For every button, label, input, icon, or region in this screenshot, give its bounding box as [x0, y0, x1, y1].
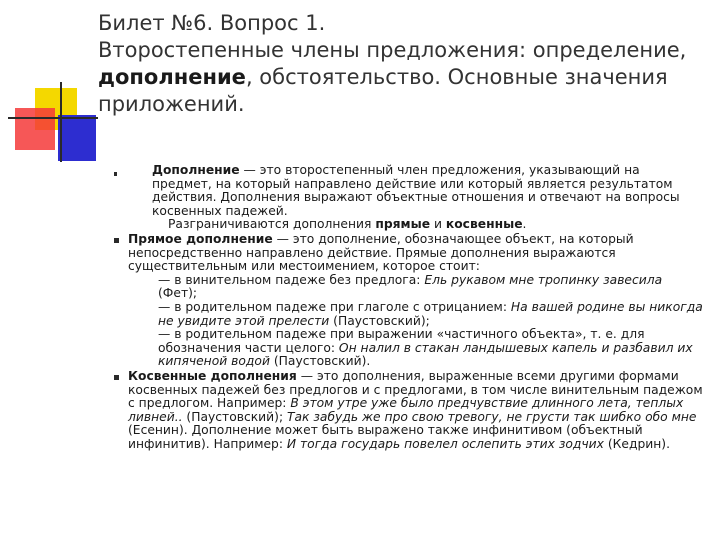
case-2	[128, 301, 703, 328]
title-line-3: , обстоятельство. Основные значения	[245, 65, 668, 89]
bullet-item-3	[128, 370, 703, 452]
case-2-pre: — в родительном падеже при глаголе с отрицанием:	[158, 299, 511, 314]
slide-title	[98, 10, 708, 118]
case-3	[128, 328, 703, 369]
bullet-1-distinction	[128, 218, 703, 232]
term-dopolnenie: Дополнение	[152, 163, 240, 177]
bullet-marker-3	[114, 375, 119, 380]
case-2-source: (Паустовский);	[329, 313, 430, 328]
term-pryamoe: Прямое дополнение	[128, 232, 273, 246]
bullet-3-text	[128, 370, 703, 452]
case-1-example: Ель рукавом мне тропинку завесила	[424, 272, 663, 287]
bullet-item-2	[128, 233, 703, 369]
dist-pre: Разграничиваются дополнения	[168, 217, 376, 232]
source-2: (Есенин). Дополнение может быть выражено также инфинитивом (объектный инфинитив). Например:	[128, 423, 643, 451]
dist-mid: и	[430, 217, 446, 232]
bullet-3-def: — это дополнения, выраженные всеми другими формами косвенных падежей без предлогов и с предлогами, в том числе винительным падежом с предлогом. Например:	[128, 369, 703, 411]
bullet-2-text	[128, 233, 703, 274]
case-1-source: (Фет);	[158, 286, 198, 301]
bullet-2-def: — это дополнение, обозначающее объект, на который непосредственно направлено действие. Прямые дополнения выражаются существительным или местоимением, которое стоит:	[128, 232, 634, 274]
title-line-4: приложений.	[98, 92, 245, 116]
horizontal-line	[8, 117, 98, 119]
term-kosvennye: Косвенные дополнения	[128, 369, 297, 383]
example-1: В этом утре уже было предчувствие длинного лета, теплых ливней..	[128, 396, 684, 424]
source-1: (Паустовский);	[182, 409, 287, 424]
case-3-pre: — в родительном падеже при выражении «частичного объекта», т. е. для обозначения части целого:	[158, 327, 645, 355]
slide-logo	[0, 0, 100, 170]
bullet-item-1	[128, 164, 703, 232]
title-line-2: Второстепенные члены предложения: определение,	[98, 38, 687, 62]
case-1-pre: — в винительном падеже без предлога:	[158, 272, 425, 287]
red-square	[15, 108, 55, 150]
case-1	[128, 274, 703, 301]
case-3-example: Он налил в стакан ландышевых капель и разбавил их кипяченой водой	[158, 340, 693, 369]
dist-end: .	[522, 217, 527, 232]
vertical-line	[60, 82, 62, 162]
blue-square	[58, 115, 96, 161]
title-line-1: Билет №6. Вопрос 1.	[98, 11, 326, 35]
case-2-example: На вашей родине вы никогда не увидите этой прелести	[158, 299, 703, 328]
case-3-source: (Паустовский).	[269, 354, 371, 369]
source-3: (Кедрин).	[603, 436, 671, 451]
bullet-1-def: — это второстепенный член предложения, указывающий на предмет, на который направлено действие или который является результатом действия. Дополнения выражают объектные отношения и отвечают на вопросы косвенных падежей.	[152, 163, 680, 218]
bullet-marker-2	[114, 238, 119, 243]
bullet-1-text	[128, 164, 703, 218]
title-bold-word: дополнение	[98, 65, 246, 89]
bullet-marker-1	[114, 172, 117, 176]
dist-kosvennye: косвенные	[445, 217, 523, 232]
example-2: Так забудь же про свою тревогу, не грусти так шибко обо мне	[287, 409, 697, 424]
example-3: И тогда государь повелел ослепить этих зодчих	[286, 436, 604, 451]
dist-pryamye: прямые	[375, 217, 431, 232]
